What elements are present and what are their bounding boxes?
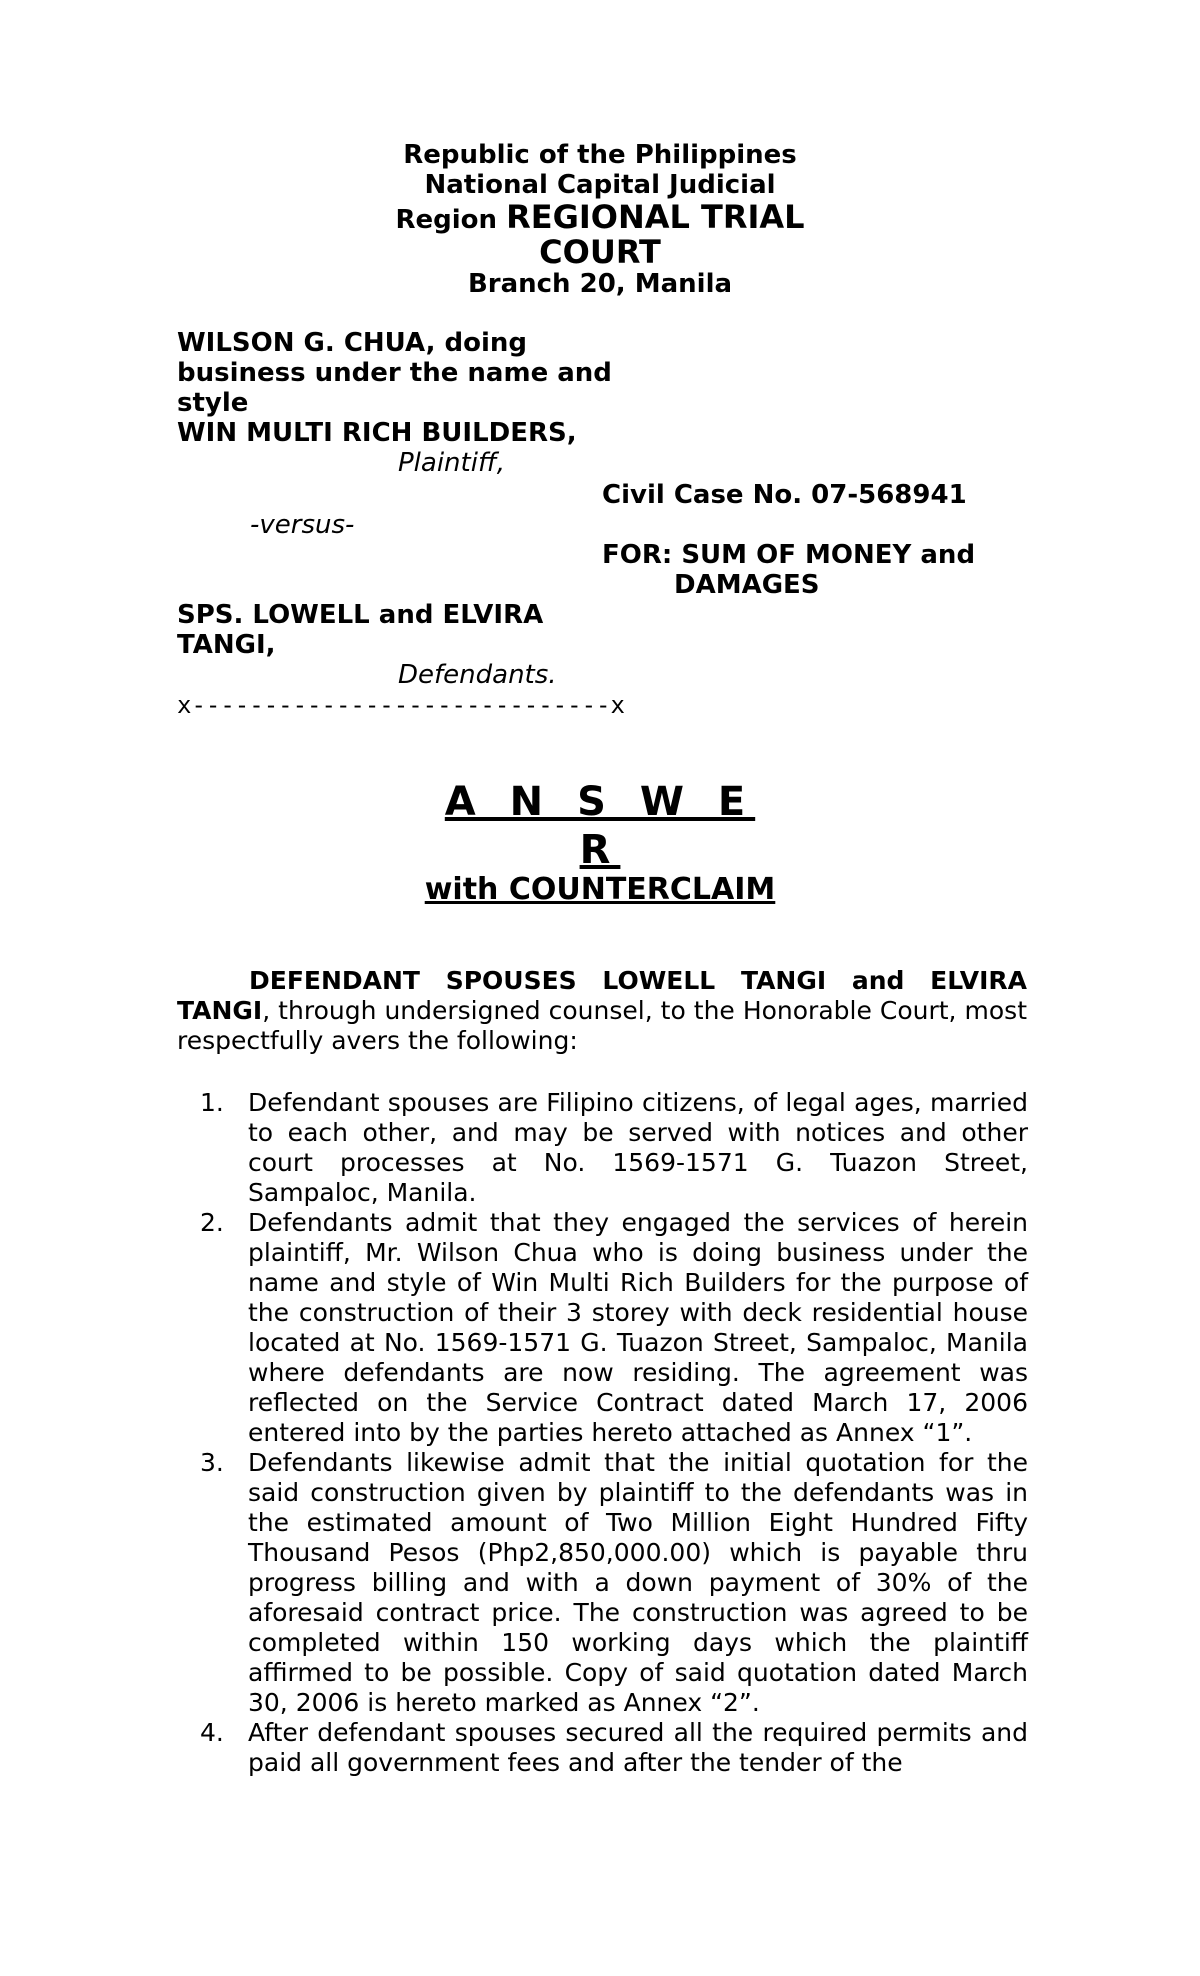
- caption-divider: x-----------------------------x: [177, 691, 625, 719]
- intro-paragraph: [177, 966, 1027, 1056]
- defendants-name-line2: TANGI,: [177, 630, 276, 660]
- intro-rest: , through undersigned counsel, to the Honorable Court, most respectfully avers the following:: [177, 996, 1027, 1055]
- court-word: COURT: [539, 233, 661, 271]
- item-text: After defendant spouses secured all the required permits and paid all government fees and after the tender of the: [248, 1718, 1028, 1777]
- intro-lead: DEFENDANT SPOUSES LOWELL TANGI and ELVIRA TANGI: [177, 966, 1027, 1025]
- document-title-line2: R: [579, 827, 621, 873]
- document-title: [300, 778, 900, 874]
- document-subtitle: with COUNTERCLAIM: [424, 872, 776, 907]
- item-text: Defendants admit that they engaged the services of herein plaintiff, Mr. Wilson Chua who is doing business under the name and style of Win Multi Rich Builders for the purpose of the construction of their 3 storey with deck residential house located at No. 1569-1571 G. Tuazon Street, Sampaloc, Manila where defendants are now residing. The agreement was reflected on the Service Contract dated March 17, 2006 entered into by the parties hereto attached as Annex “1”.: [248, 1208, 1028, 1447]
- case-for-line1: FOR: SUM OF MONEY and: [602, 540, 976, 570]
- court-region-line: [360, 200, 840, 235]
- plaintiff-name-line3: style: [177, 388, 249, 418]
- item-number: 1.: [200, 1088, 224, 1117]
- court-ncjr: National Capital Judicial: [424, 170, 776, 200]
- item-text: Defendant spouses are Filipino citizens, of legal ages, married to each other, and may be served with notices and other court processes at No. 1569-1571 G. Tuazon Street, Sampaloc, Manila.: [248, 1088, 1028, 1207]
- versus-label: -versus-: [250, 510, 355, 540]
- list-item: [200, 1718, 1028, 1778]
- case-number: Civil Case No. 07-568941: [602, 480, 967, 510]
- list-item: [200, 1088, 1028, 1208]
- document-title-line1: A N S W E: [444, 779, 756, 825]
- allegations-list: [200, 1088, 1028, 1778]
- plaintiff-business-name: WIN MULTI RICH BUILDERS,: [177, 418, 577, 448]
- item-number: 4.: [200, 1718, 224, 1747]
- defendants-block: [177, 600, 637, 660]
- item-number: 2.: [200, 1208, 224, 1237]
- defendants-role: Defendants.: [398, 660, 557, 690]
- plaintiff-role: Plaintiff,: [398, 448, 505, 478]
- list-item: [200, 1208, 1028, 1448]
- court-rtc: REGIONAL TRIAL: [506, 198, 805, 236]
- plaintiff-block: [177, 328, 637, 448]
- court-caption: [360, 140, 840, 299]
- item-number: 3.: [200, 1448, 224, 1477]
- plaintiff-name-line1: WILSON G. CHUA, doing: [177, 328, 528, 358]
- plaintiff-name-line2: business under the name and: [177, 358, 612, 388]
- court-republic: Republic of the Philippines: [403, 140, 797, 170]
- list-item: [200, 1448, 1028, 1718]
- item-text: Defendants likewise admit that the initial quotation for the said construction given by plaintiff to the defendants was in the estimated amount of Two Million Eight Hundred Fifty Thousand Pesos (Php2,850,000.00) which is payable thru progress billing and with a down payment of 30% of the aforesaid contract price. The construction was agreed to be completed within 150 working days which the plaintiff affirmed to be possible. Copy of said quotation dated March 30, 2006 is hereto marked as Annex “2”.: [248, 1448, 1028, 1717]
- court-region-word: Region: [395, 205, 497, 235]
- defendants-name-line1: SPS. LOWELL and ELVIRA: [177, 600, 544, 630]
- case-for-line2: DAMAGES: [674, 570, 820, 600]
- court-branch: Branch 20, Manila: [467, 269, 733, 299]
